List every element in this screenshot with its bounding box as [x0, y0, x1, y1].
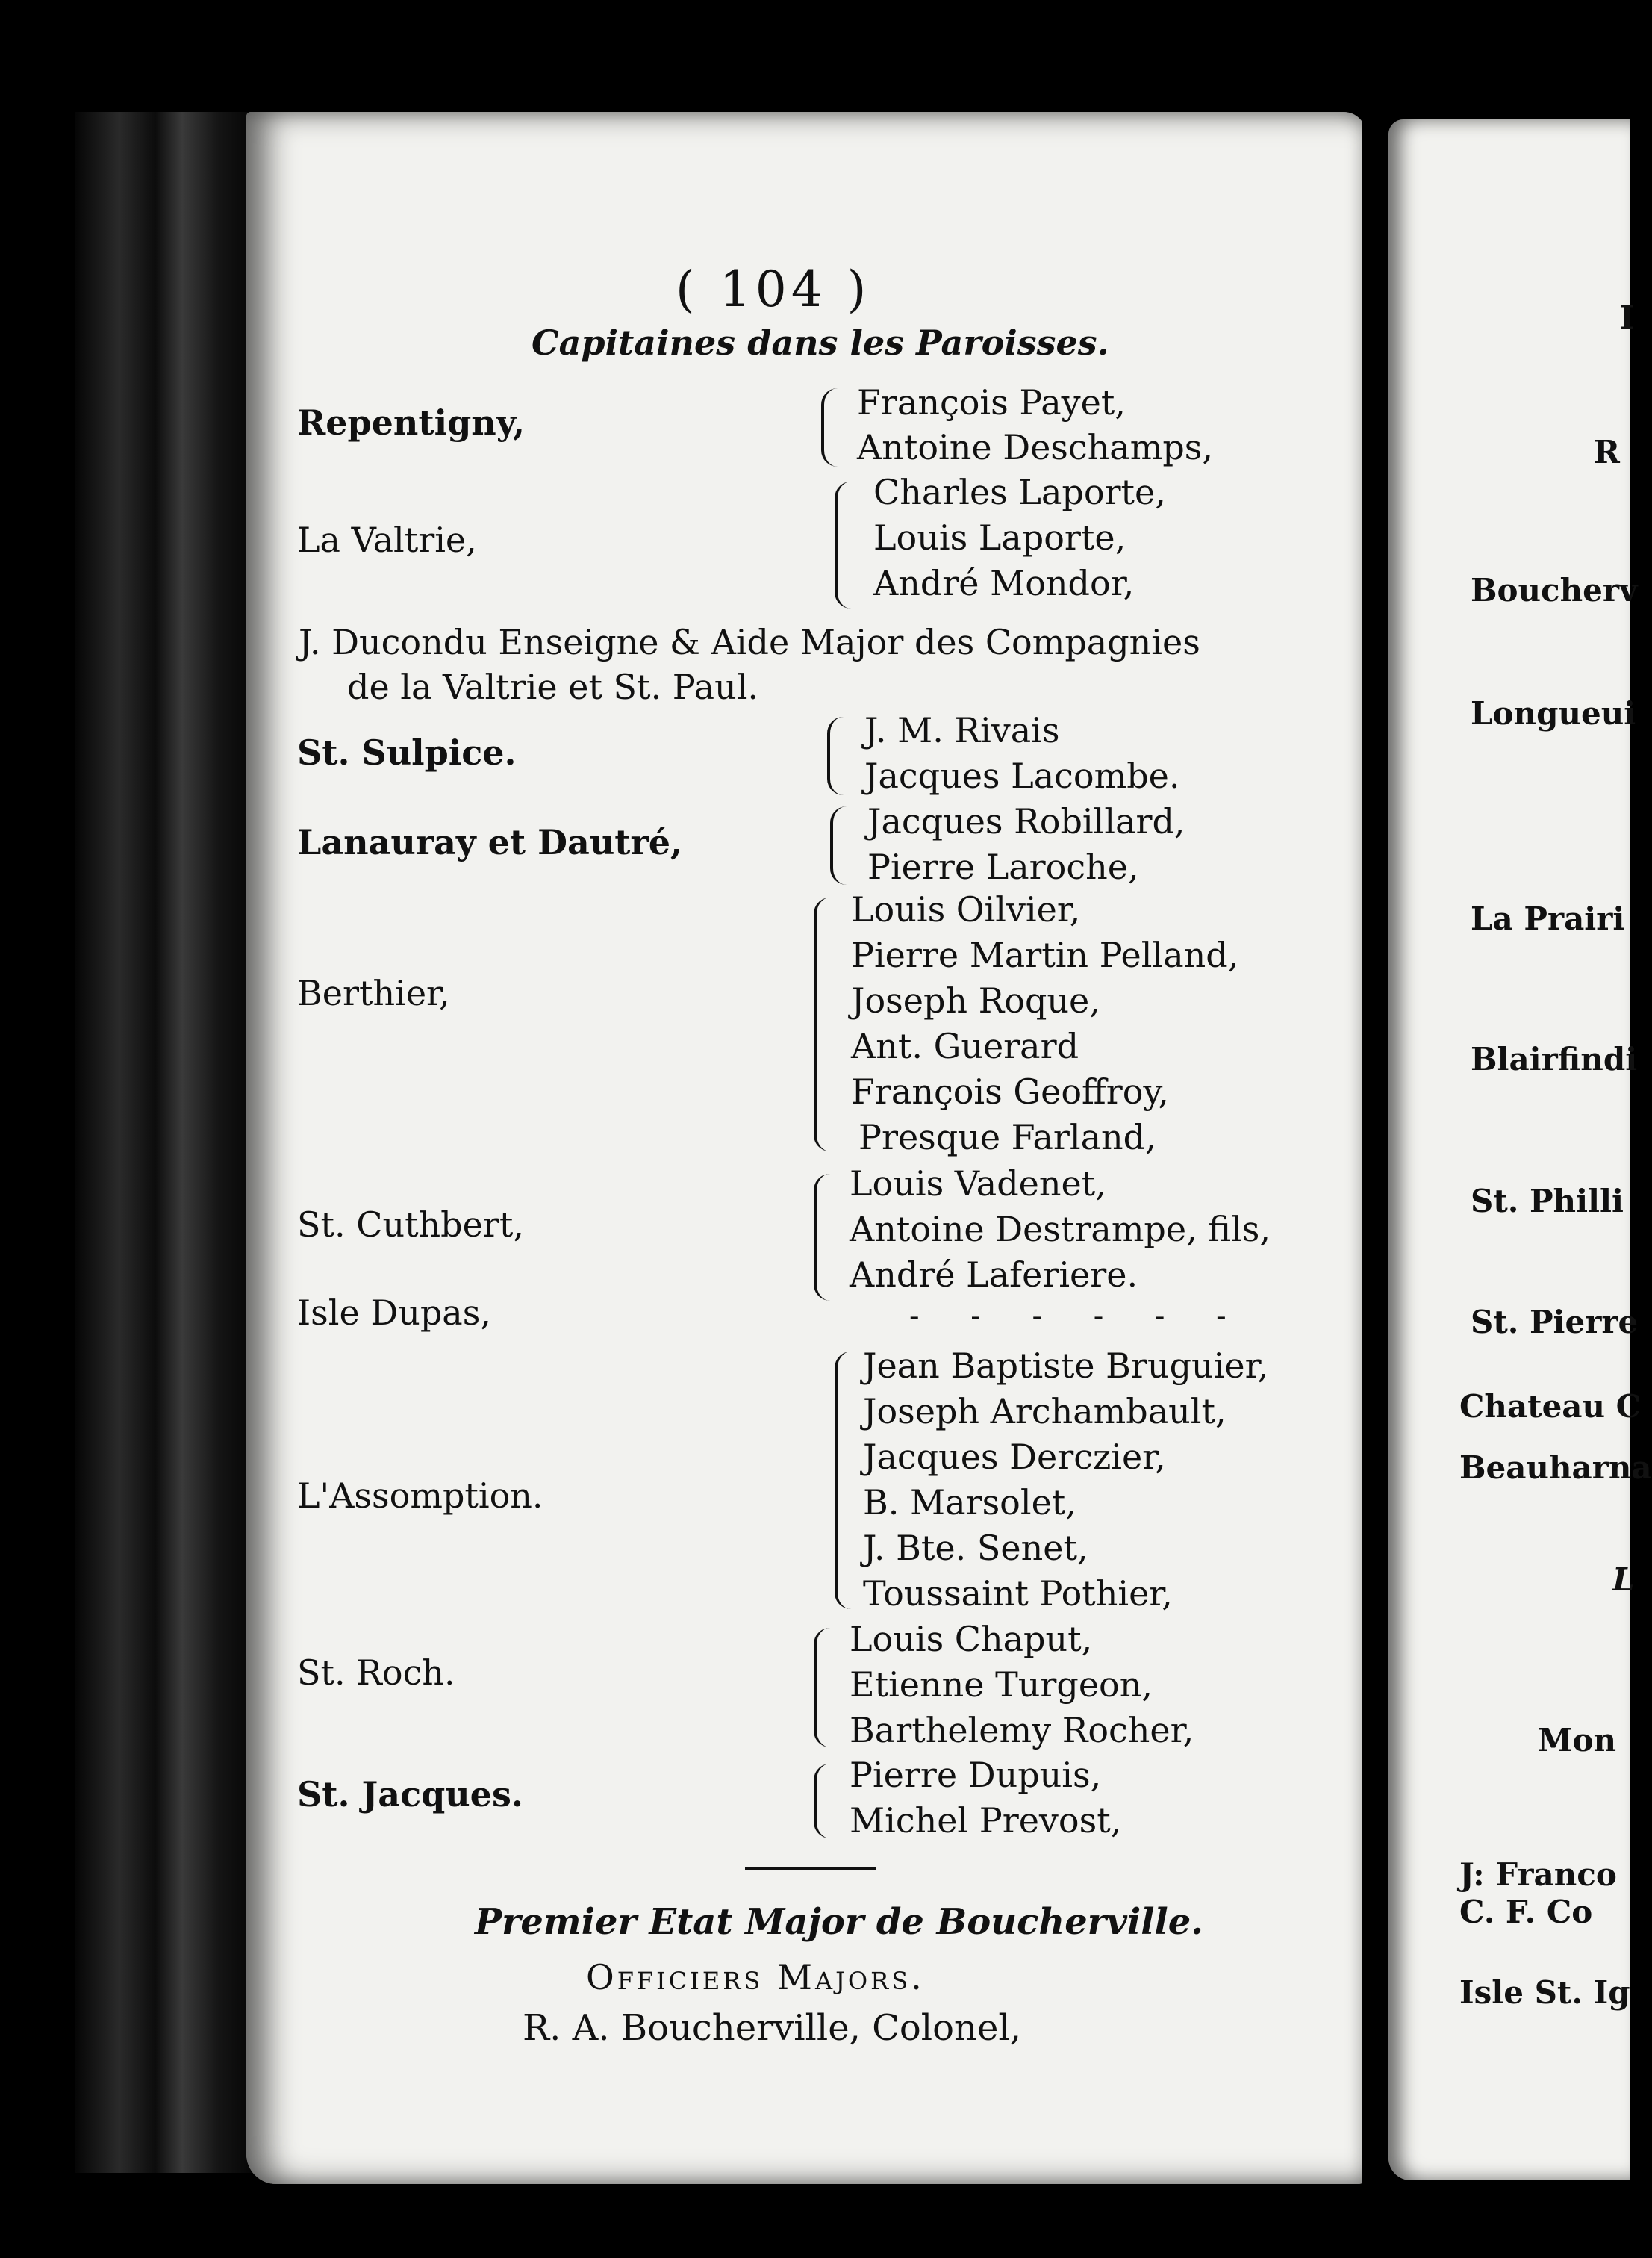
- brace: [835, 482, 858, 609]
- ducondu-note-line2: de la Valtrie et St. Paul.: [347, 667, 759, 707]
- brace: [827, 717, 851, 795]
- right-page-text: Isle St. Ig: [1459, 1974, 1630, 2011]
- right-page-text: Boucherv: [1471, 572, 1638, 609]
- right-page-text: L: [1612, 1561, 1635, 1598]
- captain-name: Jean Baptiste Bruguier,: [863, 1346, 1269, 1386]
- parish-la-valtrie: La Valtrie,: [297, 520, 477, 560]
- captain-name: André Laferiere.: [850, 1254, 1138, 1295]
- colonel-line: R. A. Boucherville, Colonel,: [523, 2007, 1021, 2049]
- captain-name: Antoine Destrampe, fils,: [850, 1209, 1271, 1249]
- brace: [814, 1174, 838, 1301]
- captain-name: J. M. Rivais: [864, 710, 1060, 750]
- captain-name: Jacques Derczier,: [863, 1437, 1166, 1477]
- captain-name: Michel Prevost,: [850, 1800, 1122, 1841]
- captain-name: Pierre Dupuis,: [850, 1755, 1102, 1795]
- officers-heading: Officiers Majors.: [586, 1957, 925, 1997]
- captain-name: Charles Laporte,: [873, 472, 1166, 512]
- right-page-text: Chateau C: [1459, 1388, 1642, 1425]
- captain-name: Presque Farland,: [858, 1117, 1156, 1157]
- right-page-text: Longueui: [1471, 695, 1636, 732]
- captain-name: J. Bte. Senet,: [863, 1528, 1088, 1568]
- dupas-dashes: - - - - - -: [909, 1299, 1247, 1334]
- right-page-text: Blairfindi: [1471, 1041, 1638, 1077]
- brace: [814, 898, 838, 1151]
- captain-name: B. Marsolet,: [863, 1482, 1076, 1523]
- page-number: ( 104 ): [676, 261, 871, 318]
- section-title: Premier Etat Major de Boucherville.: [475, 1901, 1203, 1943]
- captain-name: François Payet,: [857, 382, 1126, 423]
- captain-name: Pierre Martin Pelland,: [851, 935, 1239, 975]
- parish-st-roch: St. Roch.: [297, 1652, 455, 1693]
- captain-name: Etienne Turgeon,: [850, 1664, 1153, 1705]
- right-page-text: St. Pierre: [1471, 1304, 1639, 1340]
- brace: [835, 1352, 858, 1609]
- right-page-text: La Prairi: [1471, 901, 1625, 937]
- right-page-text: Beauharna: [1459, 1449, 1652, 1486]
- parish-isle-dupas: Isle Dupas,: [297, 1293, 491, 1333]
- brace: [830, 806, 854, 885]
- book-spine: [75, 112, 254, 2173]
- right-page-text: C. F. Co: [1459, 1894, 1593, 1930]
- right-page-text: Mon: [1538, 1722, 1617, 1758]
- brace: [814, 1764, 838, 1838]
- parish-st-jacques: St. Jacques.: [297, 1774, 523, 1814]
- right-page-text: I: [1620, 299, 1635, 336]
- brace: [821, 388, 845, 467]
- parish-st-sulpice: St. Sulpice.: [297, 733, 517, 773]
- ducondu-note-line1: J. Ducondu Enseigne & Aide Major des Compagnies: [299, 622, 1200, 662]
- captain-name: Joseph Archambault,: [863, 1391, 1226, 1431]
- captain-name: Antoine Deschamps,: [857, 427, 1214, 467]
- captain-name: Pierre Laroche,: [867, 847, 1139, 887]
- parish-lanauray-et-dautre: Lanauray et Dautré,: [297, 822, 683, 862]
- captain-name: Joseph Roque,: [851, 980, 1100, 1021]
- section-rule: [745, 1867, 876, 1870]
- page-heading: Capitaines dans les Paroisses.: [532, 323, 1109, 363]
- captain-name: Barthelemy Rocher,: [850, 1710, 1194, 1750]
- parish-st-cuthbert: St. Cuthbert,: [297, 1204, 524, 1245]
- captain-name: Toussaint Pothier,: [863, 1573, 1173, 1614]
- right-page: [1388, 119, 1652, 2180]
- captain-name: Louis Oilvier,: [851, 889, 1081, 930]
- captain-name: Louis Chaput,: [850, 1619, 1093, 1659]
- captain-name: Louis Vadenet,: [850, 1163, 1106, 1204]
- captain-name: Jacques Robillard,: [867, 801, 1185, 842]
- captain-name: Jacques Lacombe.: [864, 756, 1180, 796]
- parish-berthier: Berthier,: [297, 973, 450, 1013]
- page-gutter: [1362, 105, 1392, 2195]
- right-page-text: St. Philli: [1471, 1183, 1624, 1219]
- captain-name: Louis Laporte,: [873, 517, 1126, 558]
- parish-l-assomption: L'Assomption.: [297, 1475, 543, 1516]
- captain-name: André Mondor,: [873, 563, 1135, 603]
- brace: [814, 1628, 838, 1747]
- right-page-text: J: Franco: [1459, 1856, 1617, 1893]
- right-page-text: R: [1594, 434, 1620, 470]
- captain-name: Ant. Guerard: [851, 1026, 1079, 1066]
- parish-repentigny: Repentigny,: [297, 402, 526, 443]
- captain-name: François Geoffroy,: [851, 1072, 1169, 1112]
